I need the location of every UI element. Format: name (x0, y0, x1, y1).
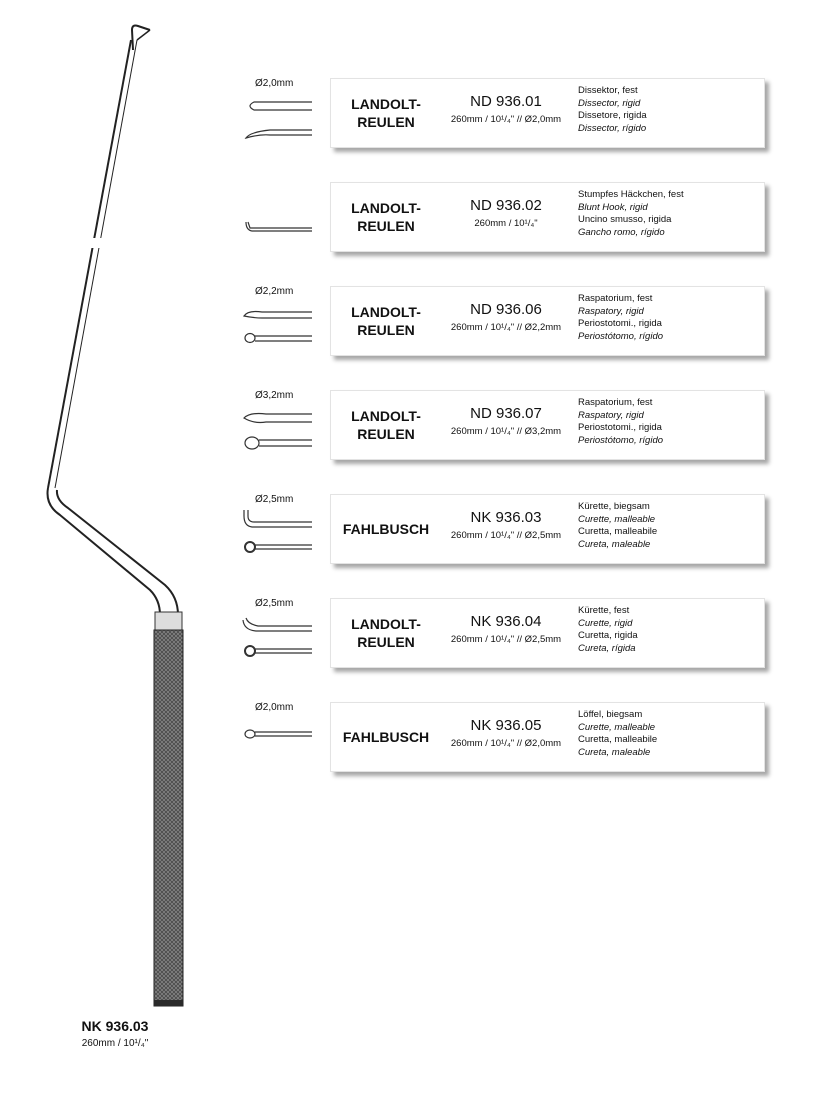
desc-it: Periostotomi., rigida (578, 422, 662, 433)
article-spec: 260mm / 10¹/₄" (474, 218, 538, 229)
article-number: NK 936.03 (470, 509, 542, 526)
spoon-tip-icon (240, 712, 320, 772)
raspatory-tip-icon (240, 296, 320, 356)
desc-en: Blunt Hook, rigid (578, 201, 648, 213)
brand-name: LANDOLT- REULEN (351, 304, 421, 338)
main-instrument-length: 260mm / 10¹/₄" (81, 1038, 149, 1049)
article-number: ND 936.06 (470, 301, 542, 318)
article-spec: 260mm / 10¹/₄" // Ø2,5mm (450, 530, 562, 541)
description (578, 605, 638, 655)
brand-name: LANDOLT- REULEN (351, 200, 421, 234)
desc-en: Raspatory, rigid (578, 305, 644, 317)
tip-diameter: Ø2,0mm (255, 702, 294, 713)
desc-es: Gancho romo, rígido (578, 226, 665, 238)
product-row (0, 494, 826, 574)
brand-name: FAHLBUSCH (342, 729, 430, 745)
desc-it: Periostotomi., rigida (578, 318, 662, 329)
product-card (330, 182, 765, 252)
desc-es: Cureta, maleable (578, 538, 651, 550)
desc-es: Cureta, maleable (578, 746, 651, 758)
desc-es: Periostótomo, rígido (578, 434, 664, 446)
desc-it: Curetta, rigida (578, 630, 638, 641)
description (578, 397, 663, 447)
product-row (0, 390, 826, 470)
desc-de: Raspatorium, fest (578, 397, 653, 408)
brand-name: LANDOLT- REULEN (351, 96, 421, 130)
description (578, 501, 657, 551)
desc-de: Kürette, fest (578, 605, 630, 616)
product-card (330, 494, 765, 564)
desc-de: Stumpfes Häckchen, fest (578, 189, 684, 200)
desc-it: Curetta, malleabile (578, 734, 658, 745)
desc-es: Cureta, rígida (578, 642, 636, 654)
description (578, 85, 647, 135)
description (578, 709, 657, 759)
raspatory-tip-icon (240, 400, 320, 460)
article-spec: 260mm / 10¹/₄" // Ø2,0mm (450, 738, 562, 749)
desc-de: Raspatorium, fest (578, 293, 653, 304)
desc-es: Dissector, rígido (578, 122, 647, 134)
article-number: ND 936.07 (470, 405, 542, 422)
desc-de: Kürette, biegsam (578, 501, 650, 512)
product-row (0, 78, 826, 158)
product-row (0, 598, 826, 678)
tip-diameter: Ø2,5mm (255, 494, 294, 505)
article-number: ND 936.02 (470, 197, 542, 214)
curette-tip-icon (240, 608, 320, 668)
blunt-hook-tip-icon (240, 192, 320, 252)
product-card (330, 598, 765, 668)
article-number: NK 936.04 (470, 613, 542, 630)
desc-de: Löffel, biegsam (578, 709, 643, 720)
desc-es: Periostótomo, rígido (578, 330, 664, 342)
brand-name: LANDOLT- REULEN (351, 408, 421, 442)
product-card (330, 702, 765, 772)
article-spec: 260mm / 10¹/₄" // Ø2,2mm (450, 322, 562, 333)
product-row (0, 286, 826, 366)
desc-de: Dissektor, fest (578, 85, 638, 96)
brand-name: FAHLBUSCH (342, 521, 430, 537)
product-row (0, 182, 826, 262)
desc-en: Curette, malleable (578, 721, 656, 733)
description (578, 293, 663, 343)
dissector-tip-icon (240, 88, 320, 148)
curette-tip-icon (240, 504, 320, 564)
product-card (330, 78, 765, 148)
article-number: NK 936.05 (470, 717, 542, 734)
tip-diameter: Ø3,2mm (255, 390, 294, 401)
tip-diameter: Ø2,0mm (255, 78, 294, 89)
product-card (330, 390, 765, 460)
desc-en: Dissector, rigid (578, 97, 641, 109)
desc-en: Raspatory, rigid (578, 409, 644, 421)
tip-diameter: Ø2,5mm (255, 598, 294, 609)
product-row (0, 702, 826, 782)
article-spec: 260mm / 10¹/₄" // Ø2,0mm (450, 114, 562, 125)
desc-en: Curette, malleable (578, 513, 656, 525)
tip-diameter: Ø2,2mm (255, 286, 294, 297)
product-card (330, 286, 765, 356)
brand-name: LANDOLT- REULEN (351, 616, 421, 650)
article-spec: 260mm / 10¹/₄" // Ø3,2mm (450, 426, 562, 437)
desc-it: Curetta, malleabile (578, 526, 658, 537)
desc-en: Curette, rigid (578, 617, 633, 629)
desc-it: Dissetore, rigida (578, 110, 647, 121)
description (578, 189, 684, 239)
main-instrument-code: NK 936.03 (81, 1018, 149, 1034)
desc-it: Uncino smusso, rigida (578, 214, 672, 225)
article-number: ND 936.01 (470, 93, 542, 110)
article-spec: 260mm / 10¹/₄" // Ø2,5mm (450, 634, 562, 645)
